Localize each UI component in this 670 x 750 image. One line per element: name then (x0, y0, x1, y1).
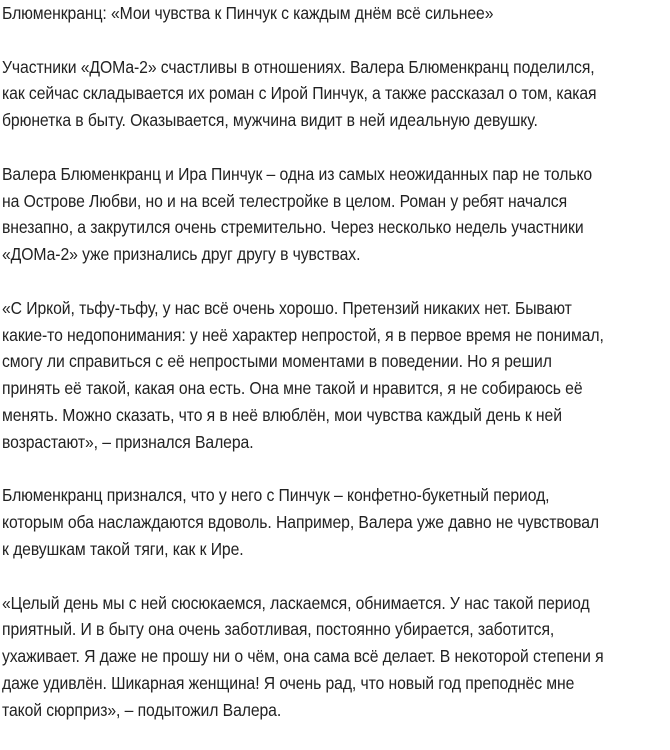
paragraph-2 (2, 161, 650, 268)
paragraph-line: «С Иркой, тьфу-тьфу, у нас всё очень хорошо. Претензий никаких нет. Бывают (2, 297, 572, 318)
article-title (2, 0, 650, 27)
paragraph-line: как сейчас складывается их роман с Ирой Пинчук, а также рассказал о том, какая (2, 83, 597, 104)
paragraph-line: какие-то недопонимания: у неё характер непростой, я в первое время не понимал, (2, 324, 604, 345)
paragraph-line: такой сюрприз», – подытожил Валера. (2, 699, 282, 720)
paragraph-1 (2, 54, 650, 134)
paragraph-5-quote (2, 590, 650, 724)
paragraph-line: возрастают», – признался Валера. (2, 431, 254, 452)
paragraph-line: даже удивлён. Шикарная женщина! Я очень рад, что новый год преподнёс мне (2, 672, 575, 693)
paragraph-line: принять её такой, какая она есть. Она мне такой и нравится, я не собираюсь её (2, 378, 583, 399)
paragraph-line: «Целый день мы с ней сюсюкаемся, ласкаемся, обнимается. У нас такой период (2, 592, 590, 613)
paragraph-line: ухаживает. Я даже не прошу ни о чём, она сама всё делает. В некоторой степени я (2, 646, 604, 667)
article (2, 0, 650, 750)
paragraph-4 (2, 482, 650, 562)
paragraph-3-quote (2, 295, 650, 456)
paragraph-line: которым оба наслаждаются вдоволь. Например, Валера уже давно не чувствовал (2, 512, 599, 533)
paragraph-line: Участники «ДОМа-2» счастливы в отношениях. Валера Блюменкранц поделился, (2, 56, 595, 77)
paragraph-line: брюнетка в быту. Оказывается, мужчина видит в ней идеальную девушку. (2, 110, 538, 131)
paragraph-line: внезапно, а закрутился очень стремительно. Через несколько недель участники (2, 217, 584, 238)
paragraph-line: смогу ли справиться с её непростыми моментами в поведении. Но я решил (2, 351, 552, 372)
paragraph-line: «ДОМа-2» уже признались друг другу в чувствах. (2, 244, 361, 265)
paragraph-line: Валера Блюменкранц и Ира Пинчук – одна из самых неожиданных пар не только (2, 163, 593, 184)
paragraph-line: к девушкам такой тяги, как к Ире. (2, 538, 244, 559)
title-line: Блюменкранц: «Мои чувства к Пинчук с каждым днём всё сильнее» (2, 3, 494, 23)
paragraph-line: Блюменкранц признался, что у него с Пинчук – конфетно-букетный период, (2, 485, 550, 506)
paragraph-line: на Острове Любви, но и на всей телестройке в целом. Роман у ребят начался (2, 190, 568, 211)
paragraph-line: менять. Можно сказать, что я в неё влюблён, мои чувства каждый день к ней (2, 404, 562, 425)
paragraph-line: приятный. И в быту она очень заботливая, постоянно убирается, заботится, (2, 619, 555, 640)
